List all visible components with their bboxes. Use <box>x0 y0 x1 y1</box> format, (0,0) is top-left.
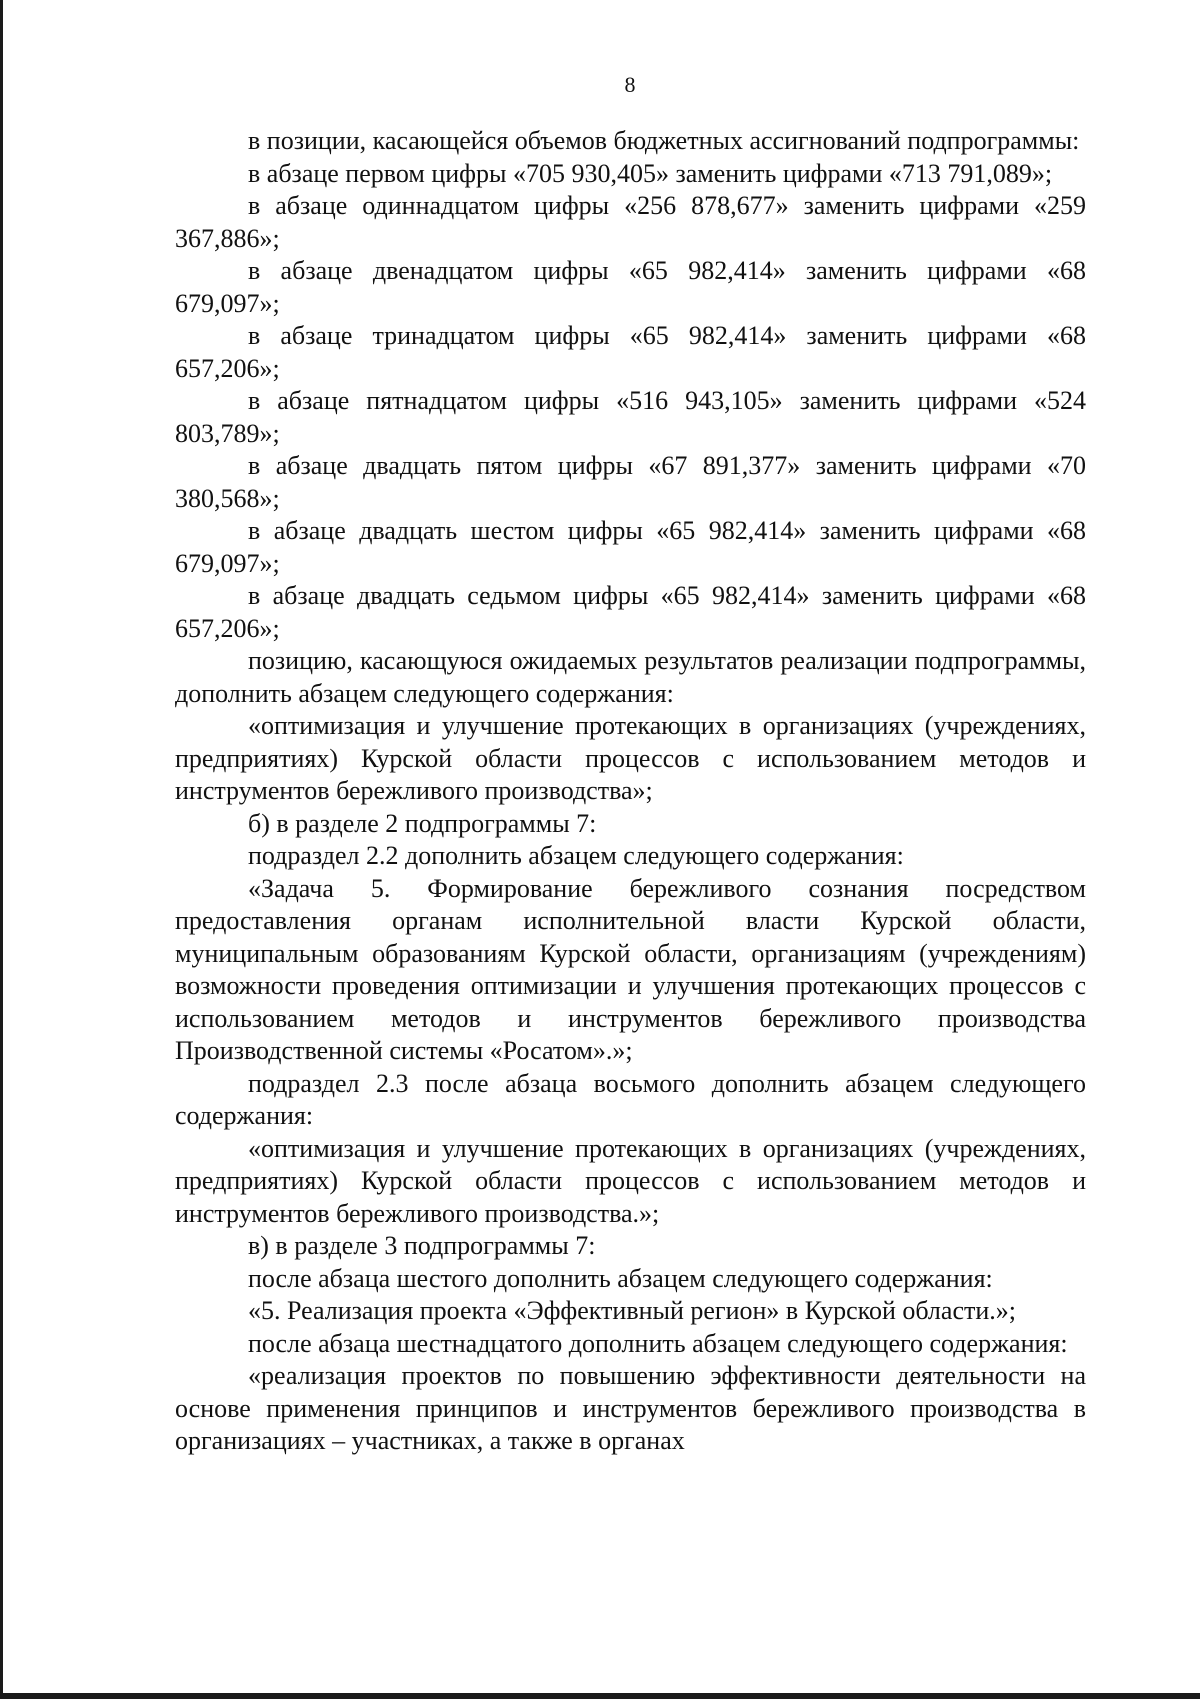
page-number: 8 <box>624 72 636 97</box>
paragraph: в абзаце двадцать пятом цифры «67 891,377» заменить цифрами «70 380,568»; <box>175 451 1086 513</box>
paragraph: «5. Реализация проекта «Эффективный регион» в Курской области.»; <box>248 1296 1016 1325</box>
paragraph: в абзаце одиннадцатом цифры «256 878,677» заменить цифрами «259 367,886»; <box>175 191 1086 253</box>
paragraph: в абзаце пятнадцатом цифры «516 943,105» заменить цифрами «524 803,789»; <box>175 386 1086 448</box>
paragraph: «оптимизация и улучшение протекающих в организациях (учреждениях, предприятиях) Курской области процессов с использованием методов и инструментов бережливого производства.»; <box>175 1133 1086 1228</box>
scan-edge-bottom <box>0 1693 1200 1699</box>
paragraph: в абзаце двадцать шестом цифры «65 982,414» заменить цифрами «68 679,097»; <box>175 516 1086 578</box>
paragraph: в абзаце первом цифры «705 930,405» заменить цифрами «713 791,089»; <box>248 158 1053 188</box>
paragraph: «Задача 5. Формирование бережливого сознания посредством предоставления органам исполнительной власти Курской области, муниципальным образованиям Курской области, организациям (учреждениям) возможности проведения оптимизации и улучшения протекающих процессов с использованием методов и инструментов бережливого производства Производственной системы «Росатом».»; <box>175 873 1086 1065</box>
paragraph: «оптимизация и улучшение протекающих в организациях (учреждениях, предприятиях) Курской области процессов с использованием методов и инструментов бережливого производства»; <box>175 711 1086 805</box>
paragraph: позицию, касающуюся ожидаемых результатов реализации подпрограммы, дополнить абзацем следующего содержания: <box>175 646 1086 708</box>
document-body <box>175 125 1086 1458</box>
paragraph: в абзаце двадцать седьмом цифры «65 982,414» заменить цифрами «68 657,206»; <box>175 581 1086 643</box>
paragraph: в позиции, касающейся объемов бюджетных ассигнований подпрограммы: <box>248 126 1080 155</box>
paragraph: после абзаца шестнадцатого дополнить абзацем следующего содержания: <box>248 1328 1068 1358</box>
paragraph: б) в разделе 2 подпрограммы 7: <box>248 808 597 838</box>
paragraph: «реализация проектов по повышению эффективности деятельности на основе применения принципов и инструментов бережливого производства в организациях – участниках, а также в органах <box>175 1361 1086 1455</box>
paragraph: в абзаце двенадцатом цифры «65 982,414» заменить цифрами «68 679,097»; <box>175 256 1086 318</box>
scan-edge-left <box>0 0 3 1699</box>
paragraph: после абзаца шестого дополнить абзацем следующего содержания: <box>248 1263 993 1293</box>
paragraph: подраздел 2.3 после абзаца восьмого дополнить абзацем следующего содержания: <box>175 1068 1086 1130</box>
paragraph: подраздел 2.2 дополнить абзацем следующего содержания: <box>248 841 904 870</box>
paragraph: в) в разделе 3 подпрограммы 7: <box>248 1231 596 1260</box>
paragraph: в абзаце тринадцатом цифры «65 982,414» заменить цифрами «68 657,206»; <box>175 321 1086 383</box>
